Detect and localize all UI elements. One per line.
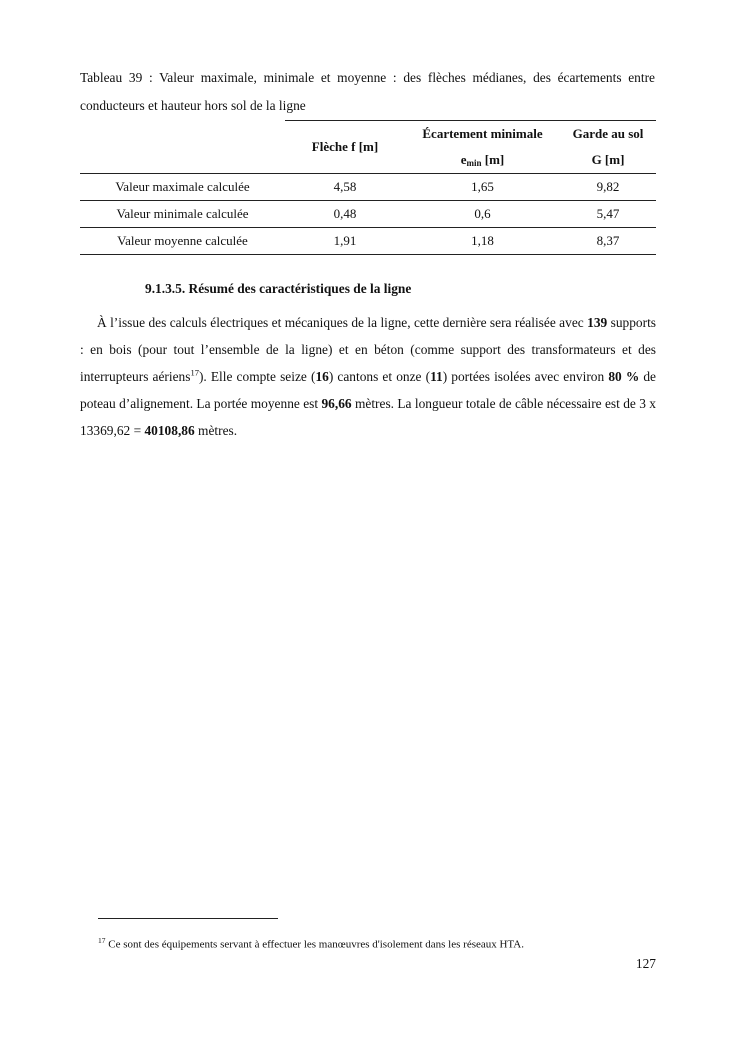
table-row — [80, 174, 656, 201]
para-bold-portee-moyenne: 96,66 — [321, 396, 352, 411]
header-ecart-unit: [m] — [481, 152, 505, 167]
footnote-divider — [98, 918, 278, 919]
header-empty-cell — [80, 121, 285, 174]
header-ecart-subscript: min — [466, 158, 482, 168]
para-text: ) cantons et onze ( — [328, 369, 431, 384]
cell-fleche: 4,58 — [285, 174, 405, 201]
header-ecart-line1: Écartement minimale — [405, 121, 560, 148]
header-ecart-symbol: e — [460, 152, 467, 167]
table-header-row — [80, 121, 656, 148]
para-text: ). Elle compte seize ( — [198, 369, 316, 384]
para-bold-supports: 139 — [587, 315, 608, 330]
table-row — [80, 201, 656, 228]
row-label: Valeur maximale calculée — [80, 174, 285, 201]
row-label: Valeur minimale calculée — [80, 201, 285, 228]
para-bold-longueur: 40108,86 — [144, 423, 195, 438]
para-bold-portees: 11 — [430, 369, 443, 384]
table-caption: Tableau 39 : Valeur maximale, minimale et moyenne : des flèches médianes, des écartements entre conducteurs et hauteur hors sol de la ligne — [80, 70, 655, 113]
cell-fleche: 1,91 — [285, 228, 405, 255]
header-garde-line1: Garde au sol — [560, 121, 656, 148]
cell-ecart: 1,18 — [405, 228, 560, 255]
cell-garde: 9,82 — [560, 174, 656, 201]
results-table — [80, 120, 656, 255]
footnote-ref: 17 — [190, 367, 199, 378]
row-label: Valeur moyenne calculée — [80, 228, 285, 255]
para-text: mètres. — [194, 423, 238, 438]
para-bold-cantons: 16 — [315, 369, 329, 384]
footnote-text: Ce sont des équipements servant à effectuer les manœuvres d'isolement dans les réseaux HTA. — [105, 938, 524, 951]
para-text: ) portées isolées avec environ — [442, 369, 609, 384]
cell-garde: 5,47 — [560, 201, 656, 228]
cell-fleche: 0,48 — [285, 201, 405, 228]
summary-paragraph — [80, 309, 656, 444]
page-number: 127 — [635, 956, 656, 971]
header-ecart-line2 — [405, 147, 560, 174]
cell-garde: 8,37 — [560, 228, 656, 255]
cell-ecart: 0,6 — [405, 201, 560, 228]
para-text: supports : en bois (pour tout l’ensemble de la ligne) et en béton (comme support des transformateurs et des interrupteurs aériens — [80, 315, 657, 384]
footnote — [98, 933, 524, 953]
para-text: mètres. La longueur totale de câble nécessaire est de 3 x 13369,62 = — [80, 396, 656, 438]
header-fleche: Flèche f [m] — [285, 121, 405, 174]
para-text: de poteau d’alignement. La portée moyenne est — [80, 369, 656, 411]
footnote-number: 17 — [98, 936, 106, 945]
header-garde-line2: G [m] — [591, 152, 625, 167]
para-text: À l’issue des calculs électriques et mécaniques de la ligne, cette dernière sera réalisée avec — [97, 315, 588, 330]
table-row — [80, 228, 656, 255]
cell-ecart: 1,65 — [405, 174, 560, 201]
para-bold-percent: 80 % — [608, 369, 640, 384]
section-heading: 9.1.3.5. Résumé des caractéristiques de la ligne — [145, 281, 412, 296]
